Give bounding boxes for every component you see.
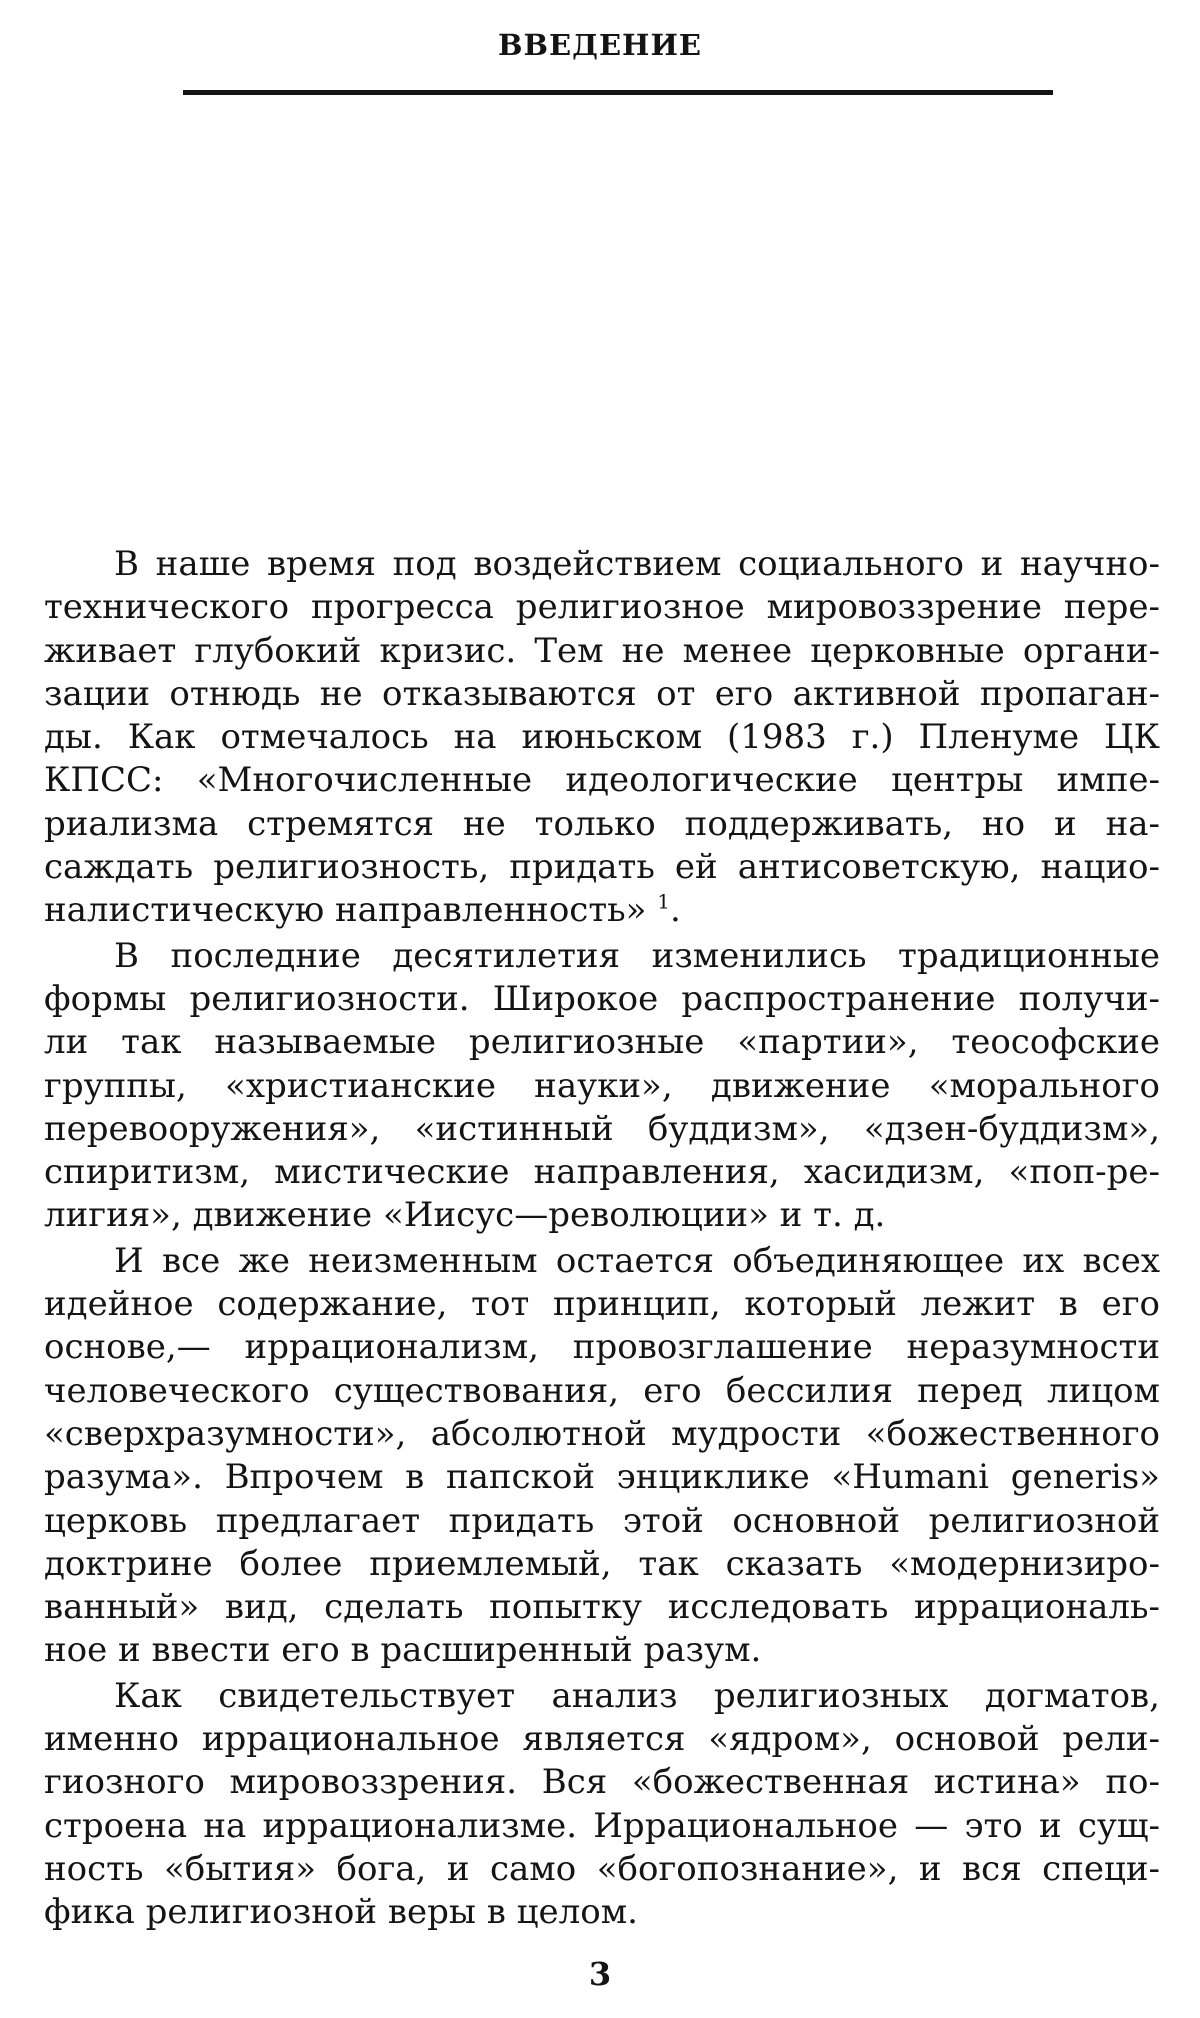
text-line: «сверхразумности», абсолютной мудрости «божественного xyxy=(44,1413,1160,1454)
page-number: 3 xyxy=(588,1955,612,1993)
footnote-mark: 1 xyxy=(657,890,671,915)
text-line: основе,— иррационализм, провозглашение неразумности xyxy=(44,1327,1160,1368)
text-line: формы религиозности. Широкое распространение получи- xyxy=(44,978,1160,1019)
paragraph xyxy=(44,935,1160,1238)
text-line: Как свидетельствует анализ религиозных догматов, xyxy=(114,1675,1160,1716)
paragraph xyxy=(44,543,1160,933)
text-line: доктрине более приемлемый, так сказать «модернизиро- xyxy=(44,1543,1160,1584)
text-line: разума». Впрочем в папской энциклике «Humani generis» xyxy=(44,1457,1160,1498)
text-line: перевооружения», «истинный буддизм», «дзен-буддизм», xyxy=(44,1108,1160,1149)
text-line: церковь предлагает придать этой основной религиозной xyxy=(44,1500,1160,1541)
heading-rule xyxy=(183,90,1053,95)
paragraph xyxy=(44,1240,1160,1673)
text-line-content: налистическую направленность» xyxy=(44,890,647,931)
text-line: саждать религиозность, придать ей антисоветскую, нацио- xyxy=(44,847,1160,888)
text-line: ное и ввести его в расширенный разум. xyxy=(44,1630,762,1671)
text-line: фика религиозной веры в целом. xyxy=(44,1892,638,1933)
text-line: В наше время под воздействием социального и научно- xyxy=(114,544,1160,584)
text-line: риализма стремятся не только поддерживать, но и на- xyxy=(44,803,1160,844)
text-line: ды. Как отмечалось на июньском (1983 г.) Пленуме ЦК xyxy=(44,717,1160,758)
text-line: гиозного мировоззрения. Вся «божественная истина» по- xyxy=(44,1762,1160,1803)
text-line: В последние десятилетия изменились традиционные xyxy=(114,935,1160,976)
text-line: строена на иррационализме. Иррациональное — это и сущ- xyxy=(44,1805,1160,1846)
text-line: идейное содержание, тот принцип, который лежит в его xyxy=(44,1284,1160,1325)
text-line: ванный» вид, сделать попытку исследовать иррациональ- xyxy=(44,1587,1160,1628)
text-line: технического прогресса религиозное мировоззрение пере- xyxy=(44,587,1160,628)
text-line: ность «бытия» бога, и само «богопознание», и вся специ- xyxy=(44,1848,1160,1889)
text-line: зации отнюдь не отказываются от его активной пропаган- xyxy=(44,673,1160,714)
chapter-heading: ВВЕДЕНИЕ xyxy=(498,28,702,62)
text-line xyxy=(44,889,1160,932)
text-line: лигия», движение «Иисус—революции» и т. д. xyxy=(44,1195,886,1236)
text-line: живает глубокий кризис. Тем не менее церковные органи- xyxy=(44,630,1160,671)
text-line: И все же неизменным остается объединяющее их всех xyxy=(114,1240,1160,1281)
text-line: именно иррациональное является «ядром», основой рели- xyxy=(44,1719,1160,1760)
text-line: спиритизм, мистические направления, хасидизм, «поп-ре- xyxy=(44,1152,1160,1193)
text-line: человеческого существования, его бессилия перед лицом xyxy=(44,1370,1160,1411)
paragraph xyxy=(44,1675,1160,1935)
body-text xyxy=(44,543,1160,1935)
sentence-end: . xyxy=(670,890,681,931)
text-line: КПСС: «Многочисленные идеологические центры импе- xyxy=(44,760,1160,801)
text-line: группы, «христианские науки», движение «морального xyxy=(44,1065,1160,1106)
text-line: ли так называемые религиозные «партии», теософские xyxy=(44,1022,1160,1063)
